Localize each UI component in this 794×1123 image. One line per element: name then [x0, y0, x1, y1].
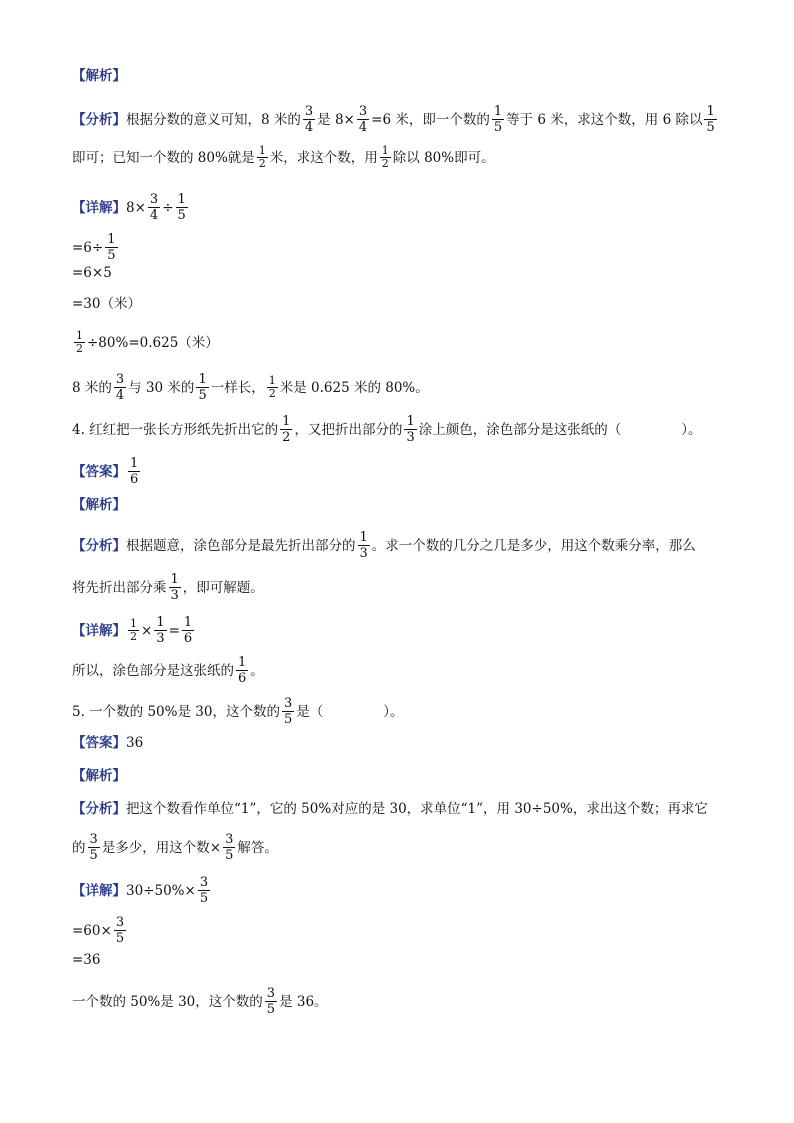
analysis-paragraph: 【分析】 把这个数看作单位“1”，它的 50%对应的是 30，求单位“1”，用 30÷50%，求出这个数；再求它: [72, 801, 708, 817]
fraction: $\frac{3}{5}$: [115, 915, 125, 946]
solution-line: 【详解】 8× $\frac{3}{4}$ ÷ $\frac{1}{5}$: [72, 192, 186, 223]
analysis-paragraph: 【分析】 根据分数的意义可知，8 米的 $\frac{3}{4}$ 是 8× $\frac{3}{4}$ =6 米，即一个数的 $\frac{1}{5}$ 等于 6 米，求这个数，用 6 除以 $\frac{1}{5}$: [72, 104, 715, 135]
section-heading-analysis: 【解析】: [72, 68, 126, 84]
fraction: $\frac{1}{5}$: [198, 372, 207, 403]
fraction: $\frac{1}{3}$: [406, 414, 415, 445]
fraction: $\frac{1}{2}$: [258, 144, 266, 170]
fraction: $\frac{3}{4}$: [358, 104, 368, 135]
fraction: $\frac{1}{2}$: [76, 329, 83, 355]
fraction: $\frac{1}{3}$: [156, 615, 165, 646]
conclusion: 所以，涂色部分是这张纸的 $\frac{1}{6}$ 。: [72, 655, 264, 686]
fraction: $\frac{1}{2}$: [282, 414, 291, 445]
question-5: 5. 一个数的 50%是 30，这个数的 $\frac{3}{5}$ 是（ ）。: [72, 696, 404, 727]
fraction: $\frac{3}{5}$: [266, 986, 276, 1017]
conclusion: 8 米的 $\frac{3}{4}$ 与 30 米的 $\frac{1}{5}$ 一样长， $\frac{1}{2}$ 米是 0.625 米的 80%。: [72, 372, 429, 403]
solution-line: 【详解】 $\frac{1}{2}$ × $\frac{1}{3}$ = $\frac{1}{6}$: [72, 615, 193, 646]
answer-line: 【答案】 36: [72, 735, 144, 751]
section-heading-analysis: 【解析】: [72, 497, 126, 513]
fraction: $\frac{1}{5}$: [177, 192, 186, 223]
analysis-paragraph-cont: 的 $\frac{3}{5}$ 是多少，用这个数× $\frac{3}{5}$ 解答。: [72, 832, 278, 863]
fraction: $\frac{1}{2}$: [268, 374, 276, 400]
fraction: $\frac{1}{5}$: [107, 232, 116, 263]
solution-step: =6×5: [72, 265, 112, 281]
answer-line: 【答案】 $\frac{1}{6}$: [72, 456, 139, 487]
fraction: $\frac{1}{6}$: [238, 655, 247, 686]
fraction: $\frac{1}{2}$: [381, 144, 389, 170]
analysis-paragraph-cont: 即可；已知一个数的 80%就是 $\frac{1}{2}$ 米，求这个数，用 $\frac{1}{2}$ 除以 80%即可。: [72, 144, 495, 170]
fraction: $\frac{1}{3}$: [170, 572, 179, 603]
fraction: $\frac{3}{5}$: [199, 875, 209, 906]
fraction: $\frac{1}{6}$: [183, 615, 193, 646]
solution-step: =6÷ $\frac{1}{5}$: [72, 232, 116, 263]
fraction: $\frac{3}{4}$: [304, 104, 314, 135]
solution-step: =36: [72, 952, 101, 968]
analysis-paragraph-cont: 将先折出部分乘 $\frac{1}{3}$ ，即可解题。: [72, 572, 264, 603]
fraction: $\frac{1}{3}$: [359, 530, 368, 561]
section-heading-analysis: 【解析】: [72, 768, 126, 784]
solution-step: $\frac{1}{2}$ ÷80%=0.625（米）: [76, 329, 219, 355]
question-4: 4. 红红把一张长方形纸先折出它的 $\frac{1}{2}$ ，又把折出部分的 $\frac{1}{3}$ 涂上颜色，涂色部分是这张纸的（ ）。: [72, 414, 702, 445]
analysis-paragraph: 【分析】 根据题意，涂色部分是最先折出部分的 $\frac{1}{3}$ 。求一个数的几分之几是多少，用这个数乘分率，那么: [72, 530, 696, 561]
fraction: $\frac{3}{4}$: [115, 372, 125, 403]
fraction: $\frac{1}{5}$: [706, 104, 715, 135]
fraction: $\frac{3}{4}$: [149, 192, 159, 223]
fraction: $\frac{3}{5}$: [225, 832, 234, 863]
fraction: $\frac{1}{5}$: [493, 104, 503, 135]
conclusion: 一个数的 50%是 30，这个数的 $\frac{3}{5}$ 是 36。: [72, 986, 328, 1017]
fraction: $\frac{3}{5}$: [283, 696, 293, 727]
fraction: $\frac{1}{2}$: [130, 617, 137, 643]
solution-step: =60× $\frac{3}{5}$: [72, 915, 125, 946]
answer-fraction: $\frac{1}{6}$: [130, 456, 139, 487]
solution-line: 【详解】 30÷50%× $\frac{3}{5}$: [72, 875, 209, 906]
solution-step: =30（米）: [72, 296, 141, 312]
fraction: $\frac{3}{5}$: [89, 832, 98, 863]
